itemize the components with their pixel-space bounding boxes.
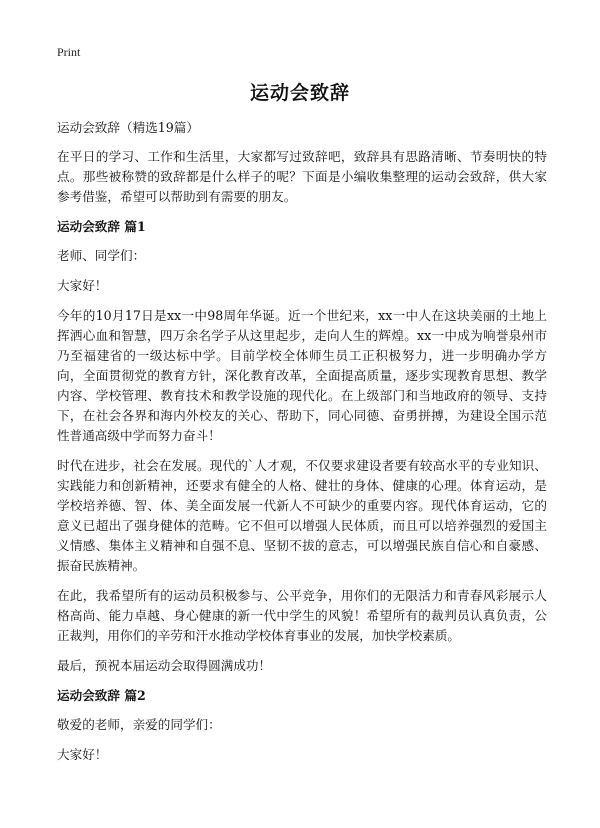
document-body — [57, 118, 547, 775]
section-heading-1: 运动会致辞 篇1 — [57, 219, 146, 234]
section-heading-2: 运动会致辞 篇2 — [57, 688, 146, 703]
section2-greeting: 敬爱的老师，亲爱的同学们： — [57, 717, 221, 732]
section1-paragraph-3: 在此，我希望所有的运动员积极参与、公平竞争，用你们的无限活力和青春风彩展示人格高尚、能力卓越、身心健康的新一代中学生的风貌！希望所有的裁判员认真负责，公正裁判，用你们的辛劳和汗水推动学校体育事业的发展，加快学校素质。 — [57, 588, 547, 643]
section1-paragraph-2: 时代在进步，社会在发展。现代的`人才观，不仅要求建设者要有较高水平的专业知识、实践能力和创新精神，还要求有健全的人格、健壮的身体、健康的心理。体育运动，是学校培养德、智、体、美全面发展一代新人不可缺少的重要内容。现代体育运动，它的意义已超出了强身健体的范畴。它不但可以增强人民体质，而且可以培养强烈的爱国主义情感、集体主义精神和自强不息、坚韧不拔的意志，可以增强民族自信心和自豪感、振奋民族精神。 — [57, 458, 547, 573]
section1-greeting: 老师、同学们： — [57, 248, 146, 263]
document-subtitle: 运动会致辞（精选19篇） — [57, 120, 199, 135]
intro-paragraph: 在平日的学习、工作和生活里，大家都写过致辞吧，致辞具有思路清晰、节奏明快的特点。那些被称赞的致辞都是什么样子的呢？下面是小编收集整理的运动会致辞，供大家参考借鉴，希望可以帮助到有需要的朋友。 — [57, 149, 547, 204]
page-title: 运动会致辞 — [249, 82, 350, 104]
print-link[interactable]: Print — [57, 45, 81, 59]
section2-hello: 大家好！ — [57, 747, 108, 762]
section1-paragraph-1: 今年的10月17日是xx一中98周年华诞。近一个世纪来，xx一中人在这块美丽的土地上挥洒心血和智慧，四万余名学子从这里起步，走向人生的辉煌。xx一中成为响誉泉州市乃至福建省的一级达标中学。目前学校全体师生员工正积极努力，进一步明确办学方向，全面贯彻党的教育方针，深化教育改革，全面提高质量，逐步实现教育思想、教学内容、学校管理、教育技术和教学设施的现代化。在上级部门和当地政府的领导、支持下，在社会各界和海内外校友的关心、帮助下，同心同德、奋勇拼搏，为建设全国示范性普通高级中学而努力奋斗！ — [57, 308, 547, 443]
section1-hello: 大家好！ — [57, 278, 108, 293]
section1-closing: 最后，预祝本届运动会取得圆满成功！ — [57, 658, 272, 673]
